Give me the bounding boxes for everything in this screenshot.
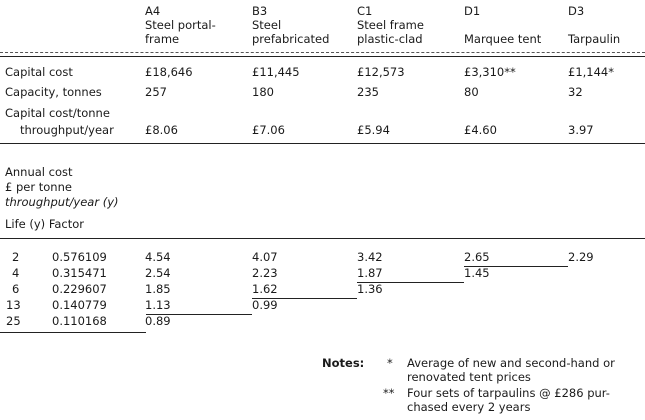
staircase-rule: [464, 266, 568, 267]
column-name: Tarpaulin: [568, 32, 621, 46]
note-marker: *: [387, 356, 393, 370]
annual-heading-line: £ per tonne: [5, 180, 72, 194]
staircase-rule: [146, 314, 252, 315]
cell-value: 180: [252, 85, 274, 99]
cell-value: 2.65: [464, 250, 490, 264]
header-rule: [0, 56, 645, 57]
life-years: 25: [6, 314, 21, 328]
cell-value: 257: [145, 85, 167, 99]
row-label: Capacity, tonnes: [5, 85, 102, 99]
cell-value: £11,445: [252, 65, 300, 79]
cell-value: 32: [568, 85, 583, 99]
header-dashed-rule: [0, 52, 645, 53]
cell-value: 1.87: [357, 266, 383, 280]
cell-value: 0.89: [145, 314, 171, 328]
note-text: renovated tent prices: [407, 370, 531, 384]
cell-value: £5.94: [357, 123, 390, 137]
cell-value: 4.07: [252, 250, 278, 264]
factor: 0.140779: [52, 298, 107, 312]
column-code: A4: [145, 4, 161, 18]
cell-value: 1.13: [145, 298, 171, 312]
column-name: Steel frame: [357, 18, 424, 32]
life-years: 4: [12, 266, 20, 280]
column-name: Steel portal-: [145, 18, 216, 32]
staircase-rule: [0, 332, 146, 333]
row-label: Capital cost/tonne: [5, 106, 110, 120]
column-code: C1: [357, 4, 373, 18]
cell-value: 80: [464, 85, 479, 99]
row-label: throughput/year: [20, 123, 114, 137]
factor: 0.315471: [52, 266, 107, 280]
note-text: Average of new and second-hand or: [407, 356, 615, 370]
cell-value: 1.62: [252, 282, 278, 296]
cell-value: 235: [357, 85, 379, 99]
staircase-rule: [252, 298, 357, 299]
life-years: 6: [12, 282, 20, 296]
note-text: Four sets of tarpaulins @ £286 pur-: [407, 386, 610, 400]
life-years: 13: [6, 298, 21, 312]
column-name: prefabricated: [252, 32, 330, 46]
cell-value: 0.99: [252, 298, 278, 312]
row-label: Capital cost: [5, 65, 73, 79]
factor: 0.229607: [52, 282, 107, 296]
staircase-rule: [357, 282, 464, 283]
cell-value: £1,144*: [568, 65, 614, 79]
column-code: D3: [568, 4, 585, 18]
column-name: frame: [145, 32, 180, 46]
factor: 0.110168: [52, 314, 107, 328]
cell-value: 4.54: [145, 250, 171, 264]
cell-value: £12,573: [357, 65, 405, 79]
column-name: plastic-clad: [357, 32, 423, 46]
annual-rule: [0, 238, 645, 239]
cell-value: 2.23: [252, 266, 278, 280]
column-code: B3: [252, 4, 268, 18]
column-name: Steel: [252, 18, 282, 32]
cell-value: 2.29: [568, 250, 594, 264]
cell-value: £18,646: [145, 65, 193, 79]
factor: 0.576109: [52, 250, 107, 264]
annual-heading-line: Annual cost: [5, 165, 73, 179]
cell-value: 1.36: [357, 282, 383, 296]
section-rule: [0, 143, 645, 144]
cell-value: £4.60: [464, 123, 497, 137]
notes-label: Notes:: [322, 356, 365, 370]
note-text: chased every 2 years: [407, 400, 531, 414]
life-factor-label: Life (y) Factor: [5, 217, 85, 231]
cell-value: £7.06: [252, 123, 285, 137]
cell-value: 3.97: [568, 123, 594, 137]
cell-value: 1.85: [145, 282, 171, 296]
cell-value: 3.42: [357, 250, 383, 264]
cell-value: 2.54: [145, 266, 171, 280]
life-years: 2: [12, 250, 20, 264]
note-marker: **: [383, 386, 395, 400]
cell-value: £8.06: [145, 123, 178, 137]
annual-heading-line: throughput/year (y): [5, 195, 119, 209]
cell-value: £3,310**: [464, 65, 516, 79]
column-code: D1: [464, 4, 481, 18]
cell-value: 1.45: [464, 266, 490, 280]
column-name: Marquee tent: [464, 32, 542, 46]
